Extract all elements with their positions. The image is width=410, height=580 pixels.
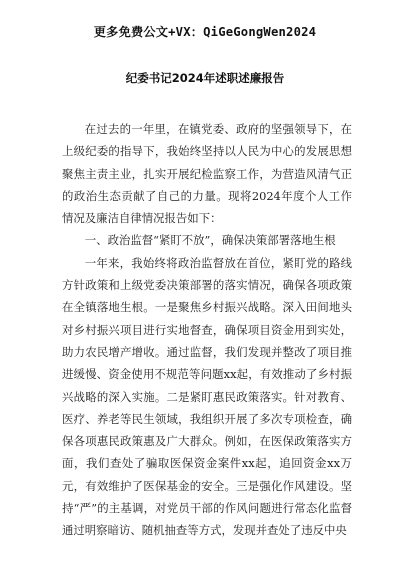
intro-paragraph: 在过去的一年里，在镇党委、政府的坚强领导下，在上级纪委的指导下，我始终坚持以人民为中心的发展思想聚焦主责主业，扎实开展纪检监察工作，为营造风清气正的政治生态贡献了自己的力量。现将2024年度个人工作情况及廉洁自律情况报告如下： [62, 122, 352, 226]
section-paragraph: 一年来，我始终将政治监督放在首位，紧盯党的路线方针政策和上级党委决策部署的落实情况，确保各项政策在全镇落地生根。一是聚焦乡村振兴战略。深入田间地头对乡村振兴项目进行实地督查，确保项目资金用到实处，助力农民增产增收。通过监督，我们发现并整改了项目推进缓慢、资金使用不规范等问题xx起，有效推动了乡村振兴战略的深入实施。二是紧盯惠民政策落实。针对教育、医疗、养老等民生领域，我组织开展了多次专项检查，确保各项惠民政策惠及广大群众。例如，在医保政策落实方面，我们查处了骗取医保资金案件xx起，追回资金xx万元，有效维护了医保基金的安全。三是强化作风建设。坚持“严”的主基调，对党员干部的作风问题进行常态化监督通过明察暗访、随机抽查等方式，发现并查处了违反中央 [62, 255, 352, 538]
section-heading: 一、政治监督“紧盯不放”，确保决策部署落地生根 [84, 233, 336, 248]
promo-watermark: 更多免费公文+VX：QiGeGongWen2024 [93, 25, 317, 39]
document-title: 纪委书记2024年述职述廉报告 [125, 71, 285, 85]
document-body [62, 118, 352, 542]
